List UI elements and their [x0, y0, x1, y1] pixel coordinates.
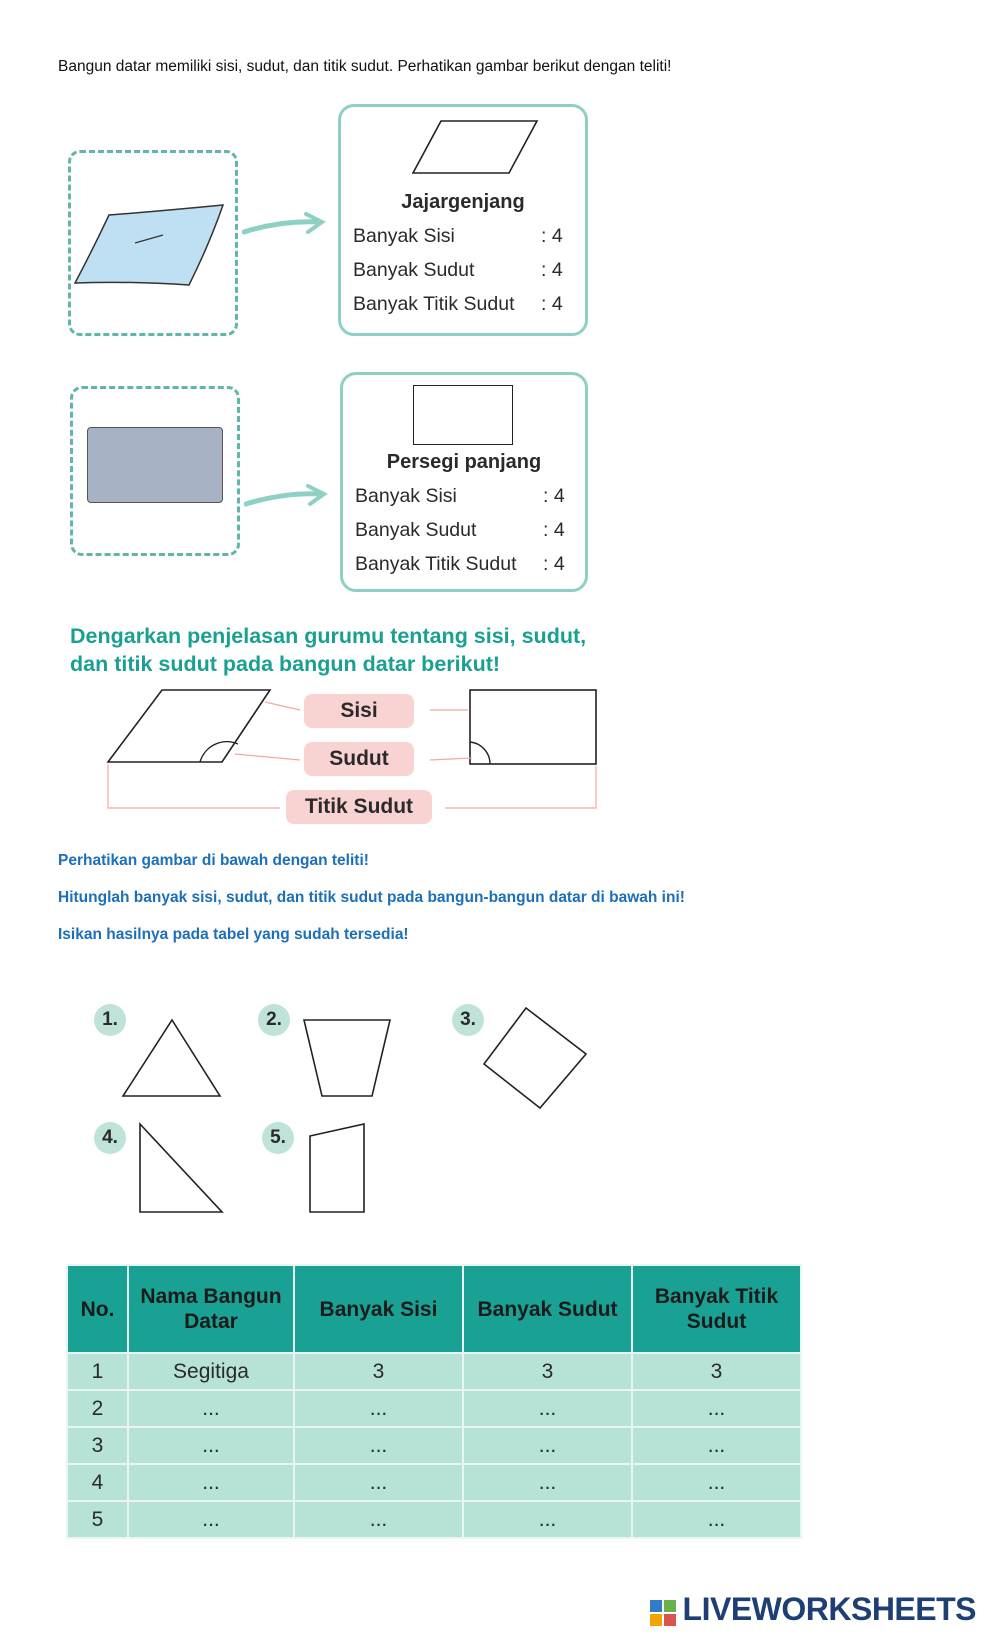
prop-row: Banyak Sisi : 4	[355, 485, 565, 507]
prop-row: Banyak Titik Sudut : 4	[355, 553, 565, 575]
cell-nama-input[interactable]: ...	[128, 1464, 294, 1501]
cell-sudut-input[interactable]: ...	[463, 1390, 632, 1427]
cell-no: 2	[67, 1390, 128, 1427]
trapezoid-shape	[300, 1016, 396, 1100]
arrow-icon	[242, 206, 332, 242]
listen-heading: Dengarkan penjelasan gurumu tentang sisi, sudut, dan titik sudut pada bangun datar berikut!	[70, 624, 587, 676]
table-row	[67, 1353, 801, 1390]
shape-number-badge: 4.	[94, 1122, 126, 1154]
cell-sudut-input[interactable]: ...	[463, 1501, 632, 1538]
results-table	[66, 1264, 802, 1539]
shape-number-badge: 5.	[262, 1122, 294, 1154]
cell-no: 3	[67, 1427, 128, 1464]
shape-number-badge: 1.	[94, 1004, 126, 1036]
cell-sisi-input[interactable]: ...	[294, 1501, 463, 1538]
right-triangle-shape	[136, 1120, 228, 1216]
prop-row: Banyak Titik Sudut : 4	[353, 293, 563, 315]
photo-frame-rectangle	[70, 386, 240, 556]
cell-titik-sudut-input[interactable]: ...	[632, 1501, 801, 1538]
instruction-2: Hitunglah banyak sisi, sudut, dan titik sudut pada bangun-bangun datar di bawah ini!	[58, 889, 685, 906]
photo-frame-parallelogram	[68, 150, 238, 336]
label-sudut: Sudut	[304, 742, 414, 776]
table-row	[67, 1501, 801, 1538]
label-sisi: Sisi	[304, 694, 414, 728]
table-row	[67, 1464, 801, 1501]
cell-titik-sudut-input[interactable]: ...	[632, 1464, 801, 1501]
cell-nama-input[interactable]: ...	[128, 1390, 294, 1427]
cell-sisi-input[interactable]: ...	[294, 1390, 463, 1427]
liveworksheets-logo: LIVEWORKSHEETS	[683, 1591, 976, 1628]
cell-sudut-input[interactable]: ...	[463, 1464, 632, 1501]
cell-sisi-input[interactable]: ...	[294, 1464, 463, 1501]
cell-sudut: 3	[463, 1353, 632, 1390]
cell-titik-sudut-input[interactable]: ...	[632, 1427, 801, 1464]
prop-row: Banyak Sudut : 4	[355, 519, 565, 541]
blue-paper-parallelogram-illustration	[71, 153, 235, 333]
cell-titik-sudut-input[interactable]: ...	[632, 1390, 801, 1427]
rectangle-shape	[413, 385, 513, 445]
arrow-icon	[244, 478, 334, 514]
cell-nama-input[interactable]: ...	[128, 1427, 294, 1464]
cell-nama-input[interactable]: ...	[128, 1501, 294, 1538]
triangle-shape	[120, 1016, 224, 1100]
grey-board-rectangle-illustration	[87, 427, 223, 503]
rotated-square-shape	[482, 1004, 592, 1112]
shape-title: Persegi panjang	[386, 451, 542, 473]
instruction-1: Perhatikan gambar di bawah dengan teliti!	[58, 852, 369, 869]
prop-row: Banyak Sisi : 4	[353, 225, 563, 247]
info-card-parallelogram	[338, 104, 588, 336]
cell-no: 1	[67, 1353, 128, 1390]
logo-grid-icon	[649, 1599, 677, 1627]
cell-sisi: 3	[294, 1353, 463, 1390]
header-titik-sudut: Banyak Titik Sudut	[632, 1265, 801, 1353]
table-row	[67, 1390, 801, 1427]
header-sudut: Banyak Sudut	[463, 1265, 632, 1353]
quadrilateral-shape	[306, 1120, 370, 1216]
instruction-3: Isikan hasilnya pada tabel yang sudah tersedia!	[58, 926, 409, 943]
cell-no: 5	[67, 1501, 128, 1538]
cell-sudut-input[interactable]: ...	[463, 1427, 632, 1464]
shape-number-badge: 3.	[452, 1004, 484, 1036]
intro-text: Bangun datar memiliki sisi, sudut, dan titik sudut. Perhatikan gambar berikut dengan teliti!	[58, 58, 672, 75]
cell-titik-sudut: 3	[632, 1353, 801, 1390]
cell-nama: Segitiga	[128, 1353, 294, 1390]
table-row	[67, 1427, 801, 1464]
prop-row: Banyak Sudut : 4	[353, 259, 563, 281]
table-header-row	[67, 1265, 801, 1353]
header-no: No.	[67, 1265, 128, 1353]
info-card-rectangle	[340, 372, 588, 592]
header-sisi: Banyak Sisi	[294, 1265, 463, 1353]
shape-number-badge: 2.	[258, 1004, 290, 1036]
cell-no: 4	[67, 1464, 128, 1501]
parallelogram-shape	[411, 115, 541, 177]
cell-sisi-input[interactable]: ...	[294, 1427, 463, 1464]
shape-title: Jajargenjang	[401, 191, 525, 213]
label-titik-sudut: Titik Sudut	[286, 790, 432, 824]
header-nama: Nama Bangun Datar	[128, 1265, 294, 1353]
